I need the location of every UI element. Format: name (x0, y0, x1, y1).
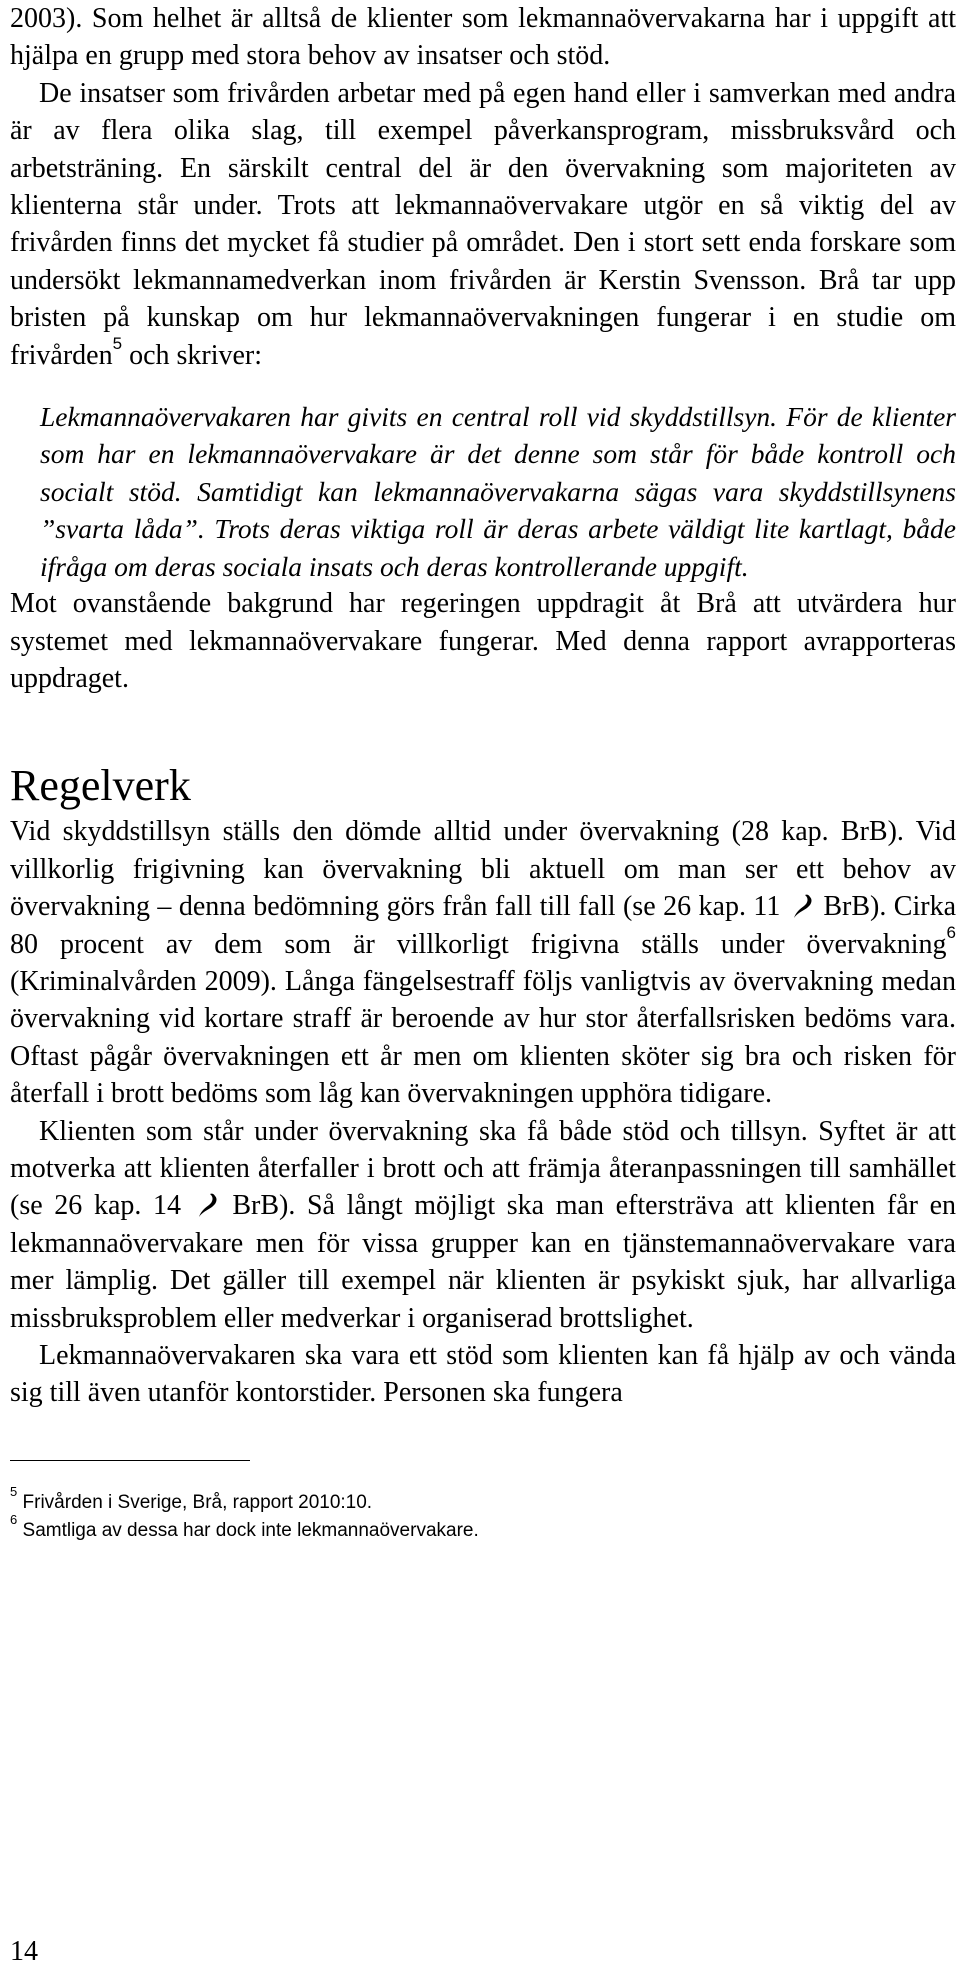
footnote-6 (10, 1512, 956, 1545)
paragraph-text: och skriver: (122, 339, 263, 371)
paragraph-text: 2003). Som helhet är alltså de klienter som lekmannaövervakarna har i uppgift att hjälpa en grupp med stora behov av insatser och stöd. (10, 3, 956, 72)
page-number: 14 (10, 1936, 38, 1967)
footnote-5 (10, 1484, 956, 1517)
footnote-number: 5 (10, 1484, 18, 1500)
footnote-text: Samtliga av dessa har dock inte lekmannaövervakare. (22, 1519, 479, 1541)
paragraph-assignment (10, 585, 956, 697)
paragraph-text: Vid skyddstillsyn ställs den dömde alltid under övervakning (28 kap. BrB). Vid villkorlig frigivning kan övervakning bli aktuell om man ser ett behov av övervakning – denna bedömning görs från fall till fall (se 26 kap. 11 (10, 816, 956, 923)
paragraph-intro (10, 0, 956, 75)
footnote-ref[interactable]: 6 (946, 923, 956, 943)
paragraph-regulations (10, 813, 956, 1112)
paragraph-text: BrB). Cirka 80 procent av dem som är villkorligt frigivna ställs under övervakning (10, 891, 957, 960)
paragraph-text: (Kriminalvården 2009). Långa fängelsestraff följs vanligtvis av övervakning medan övervakning vid kortare straff är beroende av hur stor återfallsrisken bedöms vara. Oftast pågår övervakningen ett år men om klienten sköter sig bra och risken för återfall i brott bedöms som låg kan övervakningen upphöra tidigare. (10, 965, 956, 1110)
document-page (10, 0, 956, 1545)
footnote-number: 6 (10, 1512, 18, 1528)
quote-text: Lekmannaövervakaren har givits en central roll vid skyddstillsyn. För de klienter som har en lekmannaövervakare är det denne som står för både kontroll och socialt stöd. Samtidigt kan lekmannaövervakarna sägas vara skyddstillsynens ”svarta låda”. Trots deras viktiga roll är deras arbete väldigt lite kartlagt, både ifråga om deras sociala insats och deras kontrollerande uppgift. (40, 401, 956, 582)
section-sign-icon (195, 1192, 219, 1218)
paragraph-text: BrB). Så långt möjligt ska man eftersträva att klienten får en lekmannaövervakare men för vissa grupper kan en tjänstemannaövervakare vara mer lämplig. Det gäller till exempel när klienten är psykiskt sjuk, har allvarliga missbruksproblem eller medverkar i organiserad brottslighet. (10, 1190, 957, 1334)
footnote-text: Frivården i Sverige, Brå, rapport 2010:10. (22, 1491, 373, 1513)
paragraph-supervision (10, 1113, 956, 1337)
block-quote (10, 398, 956, 585)
footnotes (10, 1484, 956, 1545)
paragraph-text: Lekmannaövervakaren ska vara ett stöd som klienten kan få hjälp av och vända sig till även utanför kontorstider. Personen ska fungera (10, 1340, 956, 1409)
section-sign-icon (790, 893, 814, 919)
footnote-ref[interactable]: 5 (112, 334, 123, 354)
paragraph-text: Mot ovanstående bakgrund har regeringen uppdragit åt Brå att utvärdera hur systemet med lekmannaövervakare fungerar. Med denna rapport avrapporteras uppdraget. (10, 588, 956, 694)
paragraph-background (10, 75, 956, 374)
footnote-divider (10, 1460, 250, 1461)
section-heading: Regelverk (10, 761, 191, 811)
paragraph-lay-supervisor (10, 1337, 956, 1412)
paragraph-text: De insatser som frivården arbetar med på egen hand eller i samverkan med andra är av flera olika slag, till exempel påverkansprogram, missbruksvård och arbetsträning. En särskilt central del är den övervakning som majoriteten av klienterna står under. Trots att lekmannaövervakare utgör en så viktig del av frivården finns det mycket få studier på området. Den i stort sett enda forskare som undersökt lekmannamedverkan inom frivården är Kerstin Svensson. Brå tar upp bristen på kunskap om hur lekmannaövervakningen fungerar i en studie om frivården (10, 77, 956, 371)
paragraph-text: Klienten som står under övervakning ska få både stöd och tillsyn. Syftet är att motverka att klienten återfaller i brott och att främja återanpassningen till samhället (se 26 kap. 14 (10, 1115, 956, 1222)
